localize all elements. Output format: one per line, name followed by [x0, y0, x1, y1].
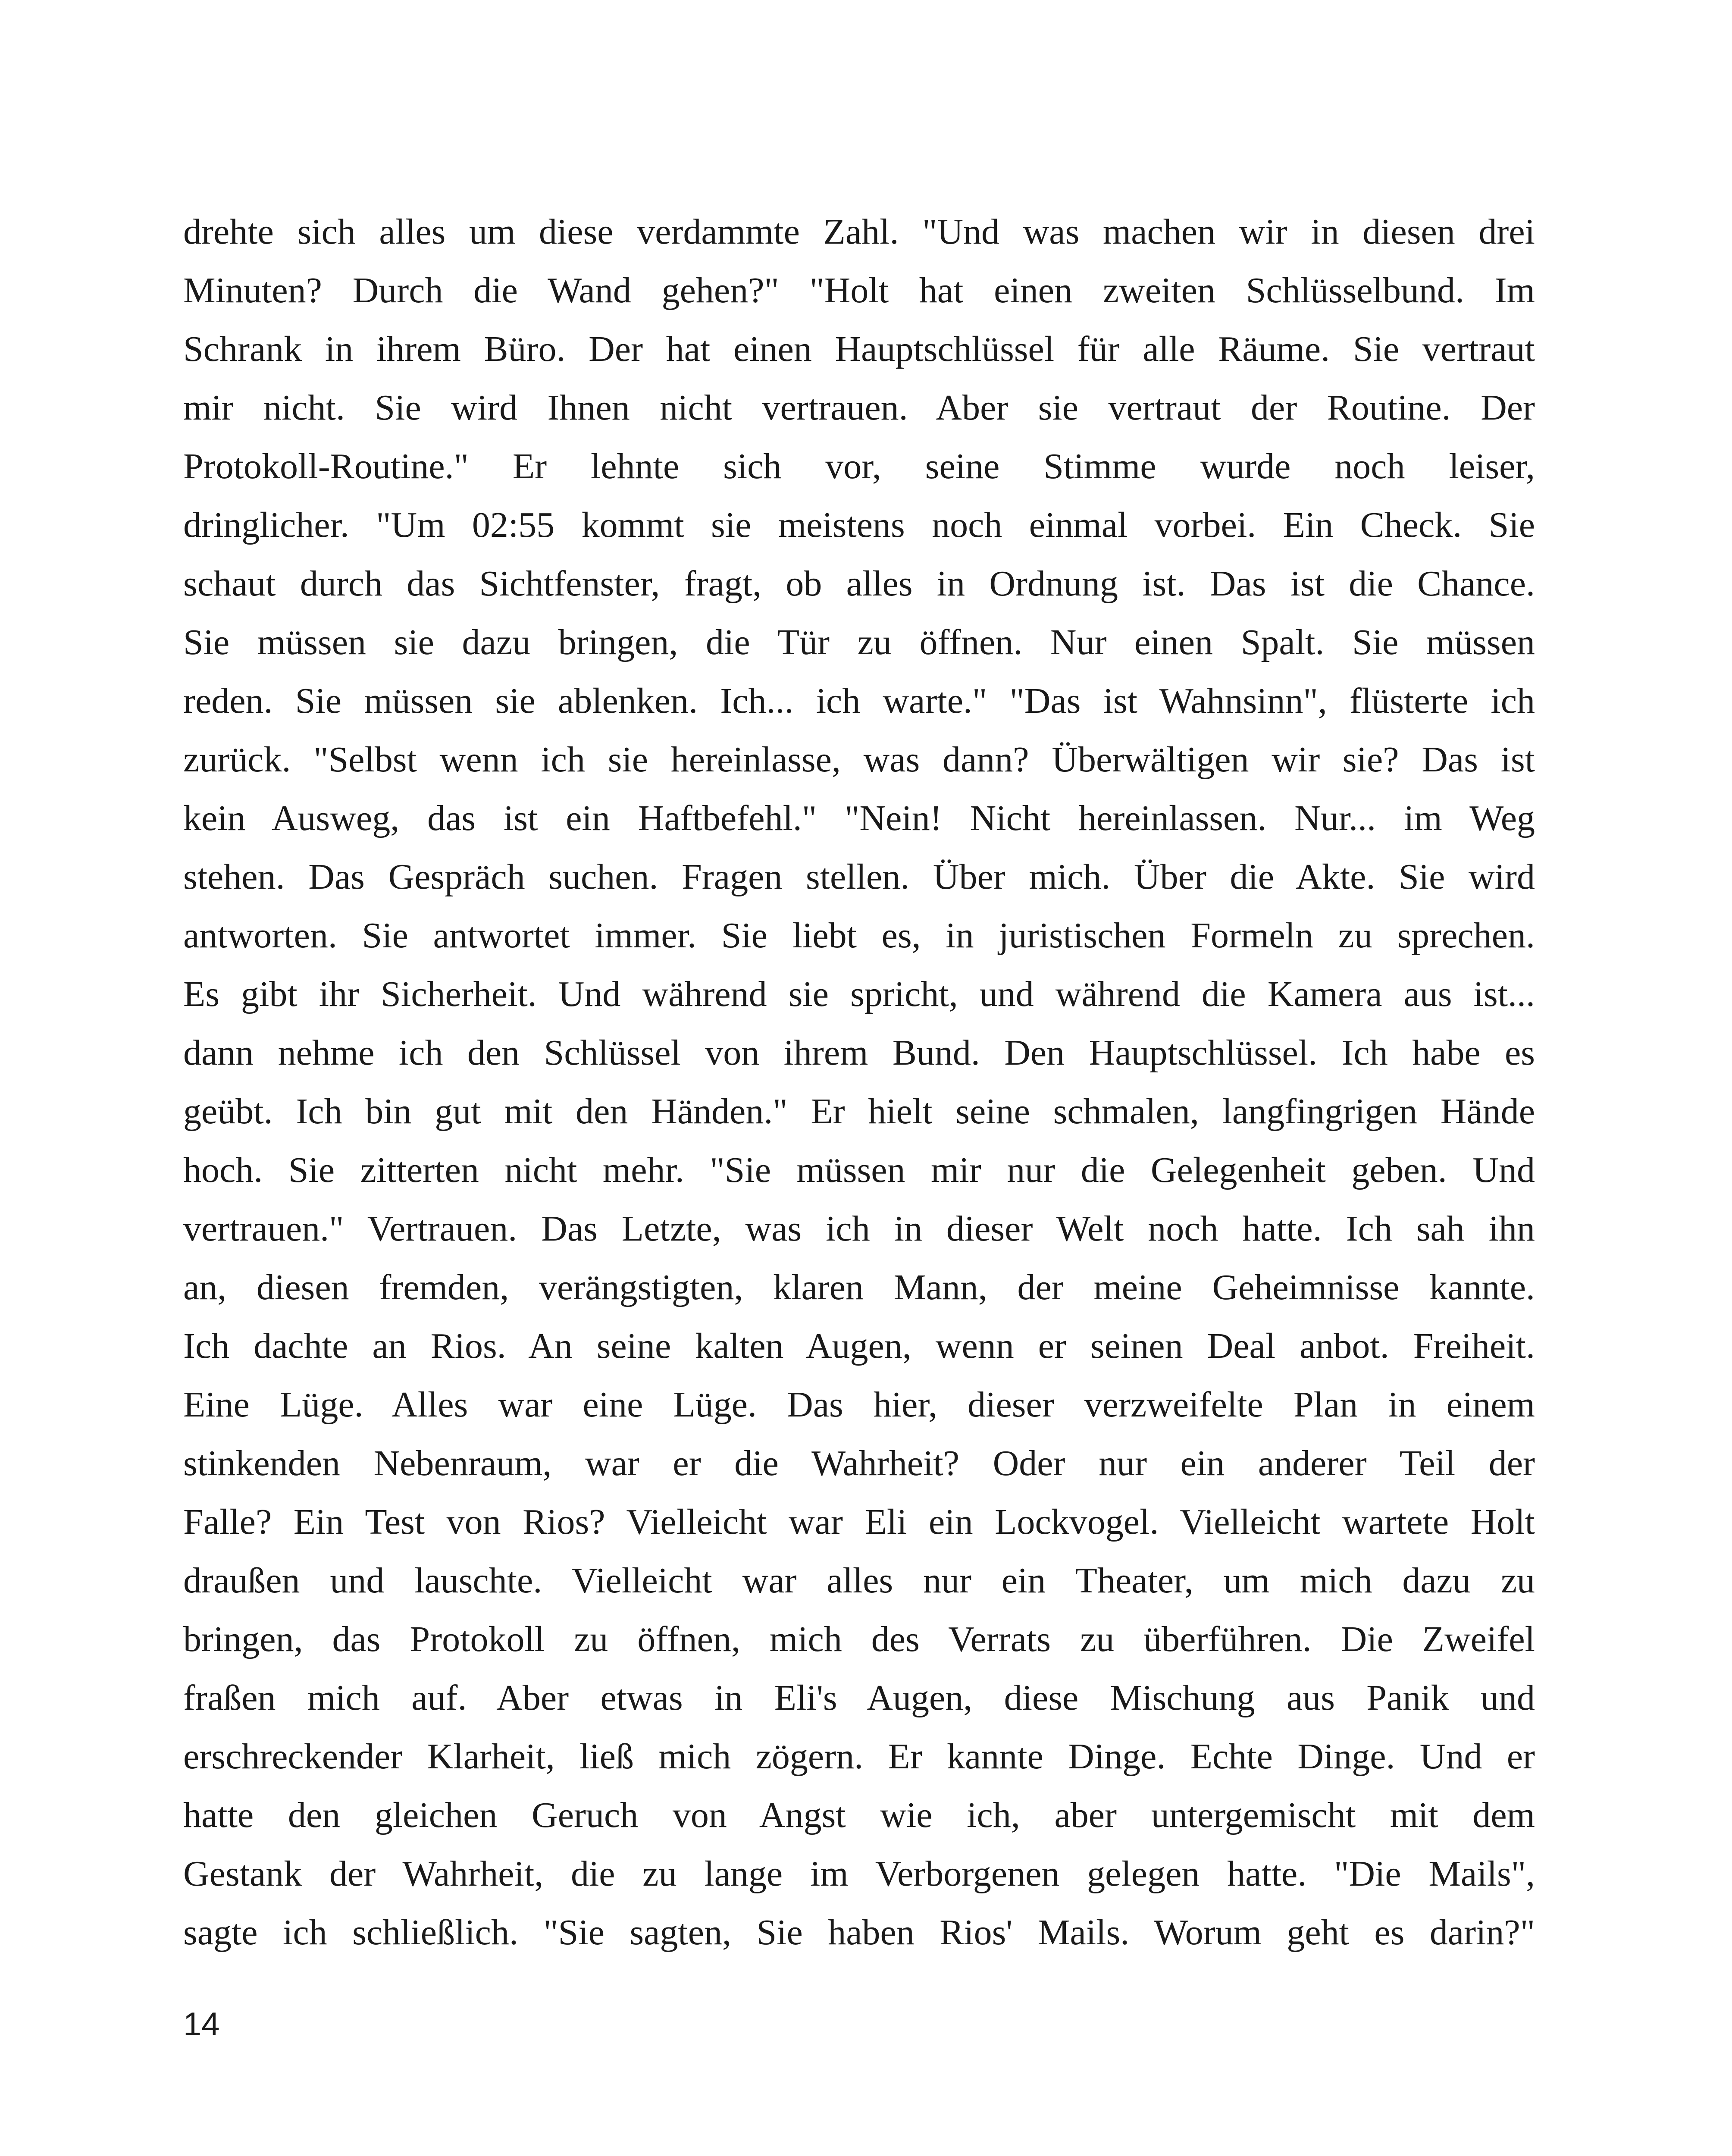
text-line: sagte ich schließlich. "Sie sagten, Sie haben Rios' Mails. Worum geht es darin?" — [183, 1912, 1535, 1952]
page-number: 14 — [183, 2006, 220, 2043]
text-line: Schrank in ihrem Büro. Der hat einen Hauptschlüssel für alle Räume. Sie vertraut — [183, 329, 1535, 369]
text-line: Ich dachte an Rios. An seine kalten Augen, wenn er seinen Deal anbot. Freiheit. — [183, 1326, 1535, 1366]
body-text — [183, 203, 1535, 1962]
text-line: schaut durch das Sichtfenster, fragt, ob alles in Ordnung ist. Das ist die Chance. — [183, 564, 1535, 604]
text-line: stinkenden Nebenraum, war er die Wahrheit? Oder nur ein anderer Teil der — [183, 1443, 1535, 1483]
text-line: drehte sich alles um diese verdammte Zahl. "Und was machen wir in diesen drei — [183, 212, 1535, 252]
text-line: fraßen mich auf. Aber etwas in Eli's Augen, diese Mischung aus Panik und — [183, 1678, 1535, 1718]
text-line: zurück. "Selbst wenn ich sie hereinlasse, was dann? Überwältigen wir sie? Das ist — [183, 740, 1535, 780]
text-line: Minuten? Durch die Wand gehen?" "Holt hat einen zweiten Schlüsselbund. Im — [183, 270, 1535, 310]
text-line: hatte den gleichen Geruch von Angst wie ich, aber untergemischt mit dem — [183, 1795, 1535, 1835]
text-line: draußen und lauschte. Vielleicht war alles nur ein Theater, um mich dazu zu — [183, 1561, 1535, 1601]
text-line: Eine Lüge. Alles war eine Lüge. Das hier, dieser verzweifelte Plan in einem — [183, 1385, 1535, 1425]
text-line: Protokoll-Routine." Er lehnte sich vor, seine Stimme wurde noch leiser, — [183, 446, 1535, 486]
text-line: mir nicht. Sie wird Ihnen nicht vertrauen. Aber sie vertraut der Routine. Der — [183, 388, 1535, 428]
text-line: Gestank der Wahrheit, die zu lange im Verborgenen gelegen hatte. "Die Mails", — [183, 1854, 1535, 1894]
text-line: Falle? Ein Test von Rios? Vielleicht war Eli ein Lockvogel. Vielleicht wartete Holt — [183, 1502, 1535, 1542]
text-line: Sie müssen sie dazu bringen, die Tür zu öffnen. Nur einen Spalt. Sie müssen — [183, 622, 1535, 662]
text-line: antworten. Sie antwortet immer. Sie liebt es, in juristischen Formeln zu sprechen. — [183, 915, 1535, 956]
text-line: dringlicher. "Um 02:55 kommt sie meistens noch einmal vorbei. Ein Check. Sie — [183, 505, 1535, 545]
text-line: reden. Sie müssen sie ablenken. Ich... ich warte." "Das ist Wahnsinn", flüsterte ich — [183, 681, 1535, 721]
text-line: vertrauen." Vertrauen. Das Letzte, was ich in dieser Welt noch hatte. Ich sah ihn — [183, 1209, 1535, 1249]
text-line: kein Ausweg, das ist ein Haftbefehl." "Nein! Nicht hereinlassen. Nur... im Weg — [183, 798, 1535, 838]
text-line: hoch. Sie zitterten nicht mehr. "Sie müssen mir nur die Gelegenheit geben. Und — [183, 1150, 1535, 1190]
text-line: dann nehme ich den Schlüssel von ihrem Bund. Den Hauptschlüssel. Ich habe es — [183, 1033, 1535, 1073]
text-line: an, diesen fremden, verängstigten, klaren Mann, der meine Geheimnisse kannte. — [183, 1267, 1535, 1307]
text-line: Es gibt ihr Sicherheit. Und während sie spricht, und während die Kamera aus ist... — [183, 974, 1535, 1014]
text-line: bringen, das Protokoll zu öffnen, mich des Verrats zu überführen. Die Zweifel — [183, 1619, 1535, 1659]
text-line: erschreckender Klarheit, ließ mich zögern. Er kannte Dinge. Echte Dinge. Und er — [183, 1736, 1535, 1777]
text-line: stehen. Das Gespräch suchen. Fragen stellen. Über mich. Über die Akte. Sie wird — [183, 857, 1535, 897]
text-line: geübt. Ich bin gut mit den Händen." Er hielt seine schmalen, langfingrigen Hände — [183, 1091, 1535, 1131]
